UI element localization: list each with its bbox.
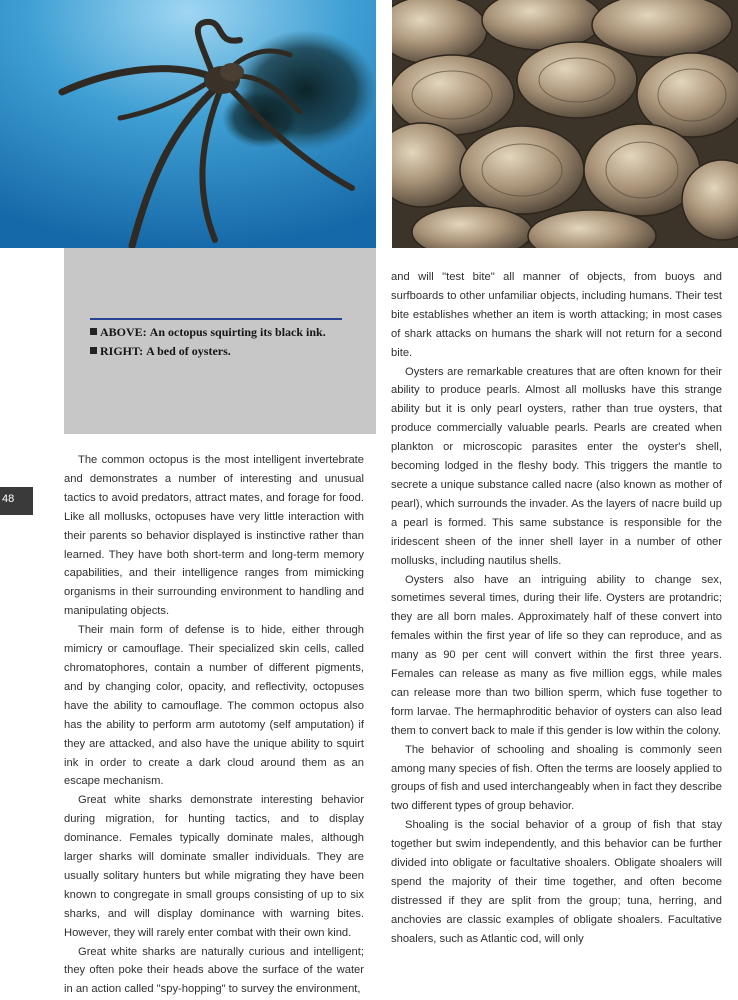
paragraph: The common octopus is the most intelligent invertebrate and demonstrates a number of interesting and unusual tactics to avoid predators, attract mates, and forage for food. Like all mollusks, octopuses have very little interaction with their parents so behavior displayed is instinctive rather than learned. They have both short-term and long-term memory capabilities, and their intelligence ranges from mimicking organisms in their surrounding environment to handling and manipulating objects. bbox=[64, 454, 364, 618]
paragraph: Great white sharks are naturally curious and intelligent; they often poke their heads above the surface of the water in an action called "spy-hopping" to survey the environment, bbox=[64, 945, 364, 996]
oysters-photo bbox=[392, 0, 738, 248]
octopus-icon bbox=[0, 0, 376, 248]
bullet-square-icon bbox=[90, 328, 97, 335]
page-number-tab bbox=[0, 487, 33, 515]
caption-label: ABOVE: bbox=[100, 325, 147, 339]
caption-above bbox=[90, 325, 326, 340]
caption-text: A bed of oysters. bbox=[146, 344, 231, 358]
caption-right bbox=[90, 344, 231, 359]
paragraph: Oysters are remarkable creatures that are often known for their ability to produce pearls. Almost all mollusks have this strange ability but it is only pearl oysters, rather than true oysters, that produce commercially valuable pearls. Pearls are created when plankton or microscopic parasites enter the oyster's shell, becoming lodged in the fleshy body. This triggers the mantle to secrete a unique substance called nacre (also known as mother of pearl), which surrounds the invader. As the layers of nacre build up a pearl is formed. This same substance is responsible for the iridescent sheen of the inner shell layer in a number of other mollusks, including nautilus shells. bbox=[391, 365, 722, 567]
caption-label: RIGHT: bbox=[100, 344, 144, 358]
octopus-photo bbox=[0, 0, 376, 248]
caption-box bbox=[64, 248, 376, 434]
body-column-right bbox=[391, 268, 722, 949]
paragraph: Oysters also have an intriguing ability to change sex, sometimes several times, during their life. Oysters are protandric; they are all born males. Approximately half of these convert into females within the first year of life so they can reproduce, and as many as 90 per cent will convert within the first three years. Females can release as many as five million eggs, while males can release more than two billion sperm, which fuse together to form larvae. The hermaphroditic behavior of oysters can also lead them to convert back to male if this gender is low within the colony. bbox=[391, 573, 722, 737]
paragraph: The behavior of schooling and shoaling is commonly seen among many species of fish. Often the terms are loosely applied to groups of fish and used interchangeably when in fact they describe two different types of group behavior. bbox=[391, 743, 722, 813]
caption-text: An octopus squirting its black ink. bbox=[149, 325, 326, 339]
paragraph: Their main form of defense is to hide, either through mimicry or camouflage. Their specialized skin cells, called chromatophores, contain a number of different pigments, and by changing color, opacity, and reflectivity, octopuses have the ability to camouflage. The common octopus also has the ability to perform arm autotomy (self amputation) if they are attacked, and also have the unique ability to squirt ink in order to create a dark cloud around them as an escape mechanism. bbox=[64, 624, 364, 788]
paragraph: Great white sharks demonstrate interesting behavior during migration, for hunting tactics, and to display dominance. Females typically dominate males, although larger sharks will dominate smaller individuals. They are usually solitary hunters but while migrating they have been known to congregate in small groups consisting of up to six sharks, and will display dominance with warning bites. However, they will rarely enter combat with their own kind. bbox=[64, 794, 364, 939]
page-number: 48 bbox=[2, 493, 15, 505]
paragraph: Shoaling is the social behavior of a group of fish that stay together but swim independently, and this behavior can be further divided into obligate or facultative shoalers. Obligate shoalers will spend the majority of their time together, and often become distressed if they are split from the group; tuna, herring, and anchovies are classic examples of obligate shoalers. Facultative shoalers, such as Atlantic cod, will only bbox=[391, 819, 722, 945]
bullet-square-icon bbox=[90, 347, 97, 354]
oyster-icon bbox=[392, 0, 738, 248]
caption-divider bbox=[90, 318, 342, 320]
paragraph: and will "test bite" all manner of objects, from buoys and surfboards to other unfamiliar objects, including humans. Their test bite establishes whether an item is worth attacking; in most cases of shark attacks on humans the shark will not return for a second bite. bbox=[391, 271, 722, 359]
body-column-left bbox=[64, 451, 364, 999]
